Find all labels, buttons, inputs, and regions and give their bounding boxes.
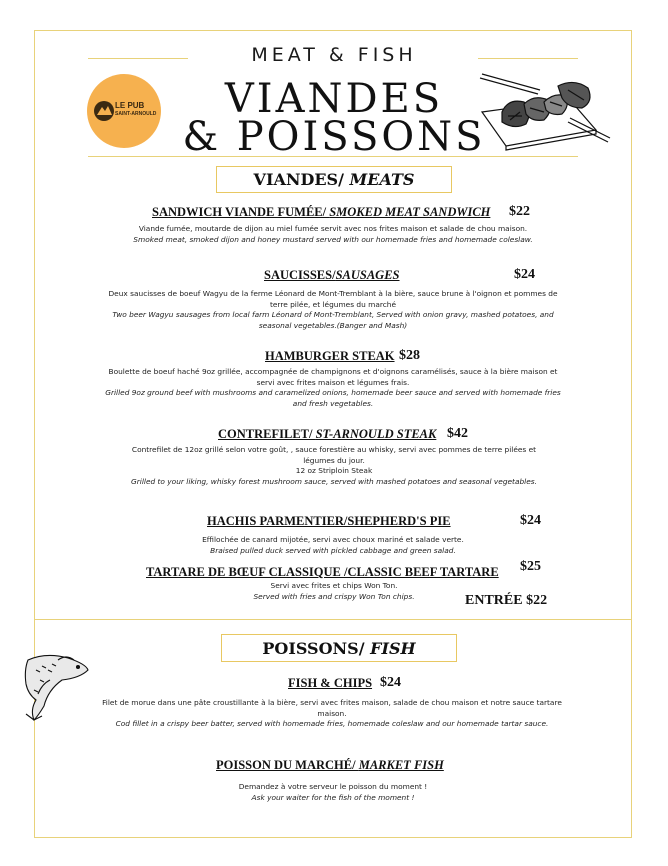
item-title-fish-chips: FISH & CHIPS — [288, 676, 373, 690]
desc-tartare — [150, 581, 518, 602]
section-header-fish — [221, 634, 457, 662]
market-fish-desc-fr: Demandez à votre serveur le poisson du moment ! — [238, 782, 428, 791]
section-meats-en: MEATS — [349, 170, 415, 189]
market-fish-title-fr: POISSON DU MARCHÉ/ — [216, 758, 359, 772]
section-fish-en: FISH — [370, 639, 416, 658]
tartare-desc-en: Served with fries and crispy Won Ton chips. — [253, 591, 415, 601]
desc-hachis — [100, 535, 566, 556]
price-smoked-meat: $22 — [509, 204, 530, 219]
smoked-meat-desc-fr: Viande fumée, moutarde de dijon au miel fumée servit avec nos frites maison et salade de chou maison. — [138, 224, 528, 233]
desc-hamburger — [100, 367, 566, 409]
contrefilet-desc-en1: 12 oz Striploin Steak — [295, 466, 373, 475]
smoked-meat-title-fr: SANDWICH VIANDE FUMÉE/ — [152, 205, 330, 219]
tartare-desc-fr: Servi avec frites et chips Won Ton. — [270, 581, 398, 590]
smoked-meat-title-en: SMOKED MEAT SANDWICH — [329, 205, 491, 219]
logo-text-line2: SAINT-ARNOULD — [115, 111, 157, 117]
section-header-meats — [216, 166, 452, 193]
hachis-desc-fr: Effilochée de canard mijotée, servi avec choux mariné et salade verte. — [202, 535, 464, 544]
sausages-desc-en: Two beer Wagyu sausages from local farm Léonard of Mont-Tremblant, Served with onion gravy, mashed potatoes, and seasonal vegetables.(Banger and Mash) — [112, 310, 554, 330]
hamburger-desc-fr: Boulette de boeuf haché 9oz grillée, accompagnée de champignons et d'oignons caramélisés, sauce à la bière maison et servi avec frites maison et légumes frais. — [108, 367, 558, 387]
page-title-line2: & POISSONS — [182, 114, 486, 160]
hachis-desc-en: Braised pulled duck served with pickled cabbage and green salad. — [210, 545, 456, 555]
page-title-line1: VIANDES — [224, 76, 444, 122]
price-hamburger: $28 — [399, 348, 420, 363]
item-title-market-fish — [216, 758, 444, 773]
desc-smoked-meat — [100, 224, 566, 245]
steak-board-icon — [478, 72, 612, 156]
item-title-smoked-meat — [152, 205, 490, 220]
item-title-hachis: HACHIS PARMENTIER/SHEPHERD'S PIE — [207, 514, 451, 528]
desc-sausages — [100, 289, 566, 331]
price-sausages: $24 — [514, 267, 535, 282]
sausages-desc-fr: Deux saucisses de boeuf Wagyu de la ferme Léonard de Mont-Tremblant à la bière, sauce brune à l'oignon et pommes de terre pilée, et légumes du marché — [108, 289, 558, 309]
market-fish-title-en: MARKET FISH — [358, 758, 444, 772]
price-contrefilet: $42 — [447, 426, 468, 441]
section-divider — [34, 619, 632, 620]
desc-fish-chips — [94, 698, 570, 730]
item-title-contrefilet — [218, 427, 436, 442]
price-tartare-entree: ENTRÉE $22 — [465, 593, 548, 608]
contrefilet-desc-en2: Grilled to your liking, whisky forest mushroom sauce, served with mashed potatoes and seasonal vegetables. — [131, 476, 537, 486]
hamburger-desc-en: Grilled 9oz ground beef with mushrooms and caramelized onions, homemade beer sauce and served with homemade fries and fresh vegetables. — [105, 388, 561, 408]
item-title-hamburger: HAMBURGER STEAK — [265, 349, 395, 363]
fish-chips-desc-en: Cod fillet in a crispy beer batter, served with homemade fries, homemade coleslaw and our homemade tartar sauce. — [115, 719, 549, 728]
item-title-tartare: TARTARE DE BŒUF CLASSIQUE /CLASSIC BEEF TARTARE — [146, 565, 499, 579]
smoked-meat-desc-en: Smoked meat, smoked dijon and honey mustard served with our homemade fries and homemade coleslaw. — [133, 234, 533, 244]
price-fish-chips: $24 — [380, 675, 401, 690]
fish-chips-desc-fr: Filet de morue dans une pâte croustillante à la bière, servi avec frites maison, salade de chou maison et notre sauce tartare maison. — [102, 698, 562, 718]
section-fish-fr: POISSONS/ — [262, 639, 371, 658]
contrefilet-title-en: ST-ARNOULD STEAK — [315, 427, 437, 441]
item-title-sausages — [264, 268, 400, 283]
sausages-title-fr: SAUCISSES/ — [264, 268, 336, 282]
page-subtitle: MEAT & FISH — [251, 44, 417, 66]
logo-text-line1: LE PUB — [115, 101, 145, 110]
trout-icon — [22, 650, 92, 722]
price-hachis: $24 — [520, 513, 541, 528]
desc-market-fish — [100, 782, 566, 803]
price-tartare: $25 — [520, 559, 541, 574]
contrefilet-desc-fr: Contrefilet de 12oz grillé selon votre goût, , sauce forestière au whisky, servi avec pommes de terre pilées et légumes du jour. — [131, 445, 537, 465]
contrefilet-title-fr: CONTREFILET/ — [218, 427, 316, 441]
sausages-title-en: SAUSAGES — [335, 268, 400, 282]
pub-logo-icon — [87, 74, 161, 148]
market-fish-desc-en: Ask your waiter for the fish of the moment ! — [251, 792, 415, 802]
section-meats-fr: VIANDES/ — [253, 170, 350, 189]
desc-contrefilet — [118, 445, 550, 487]
